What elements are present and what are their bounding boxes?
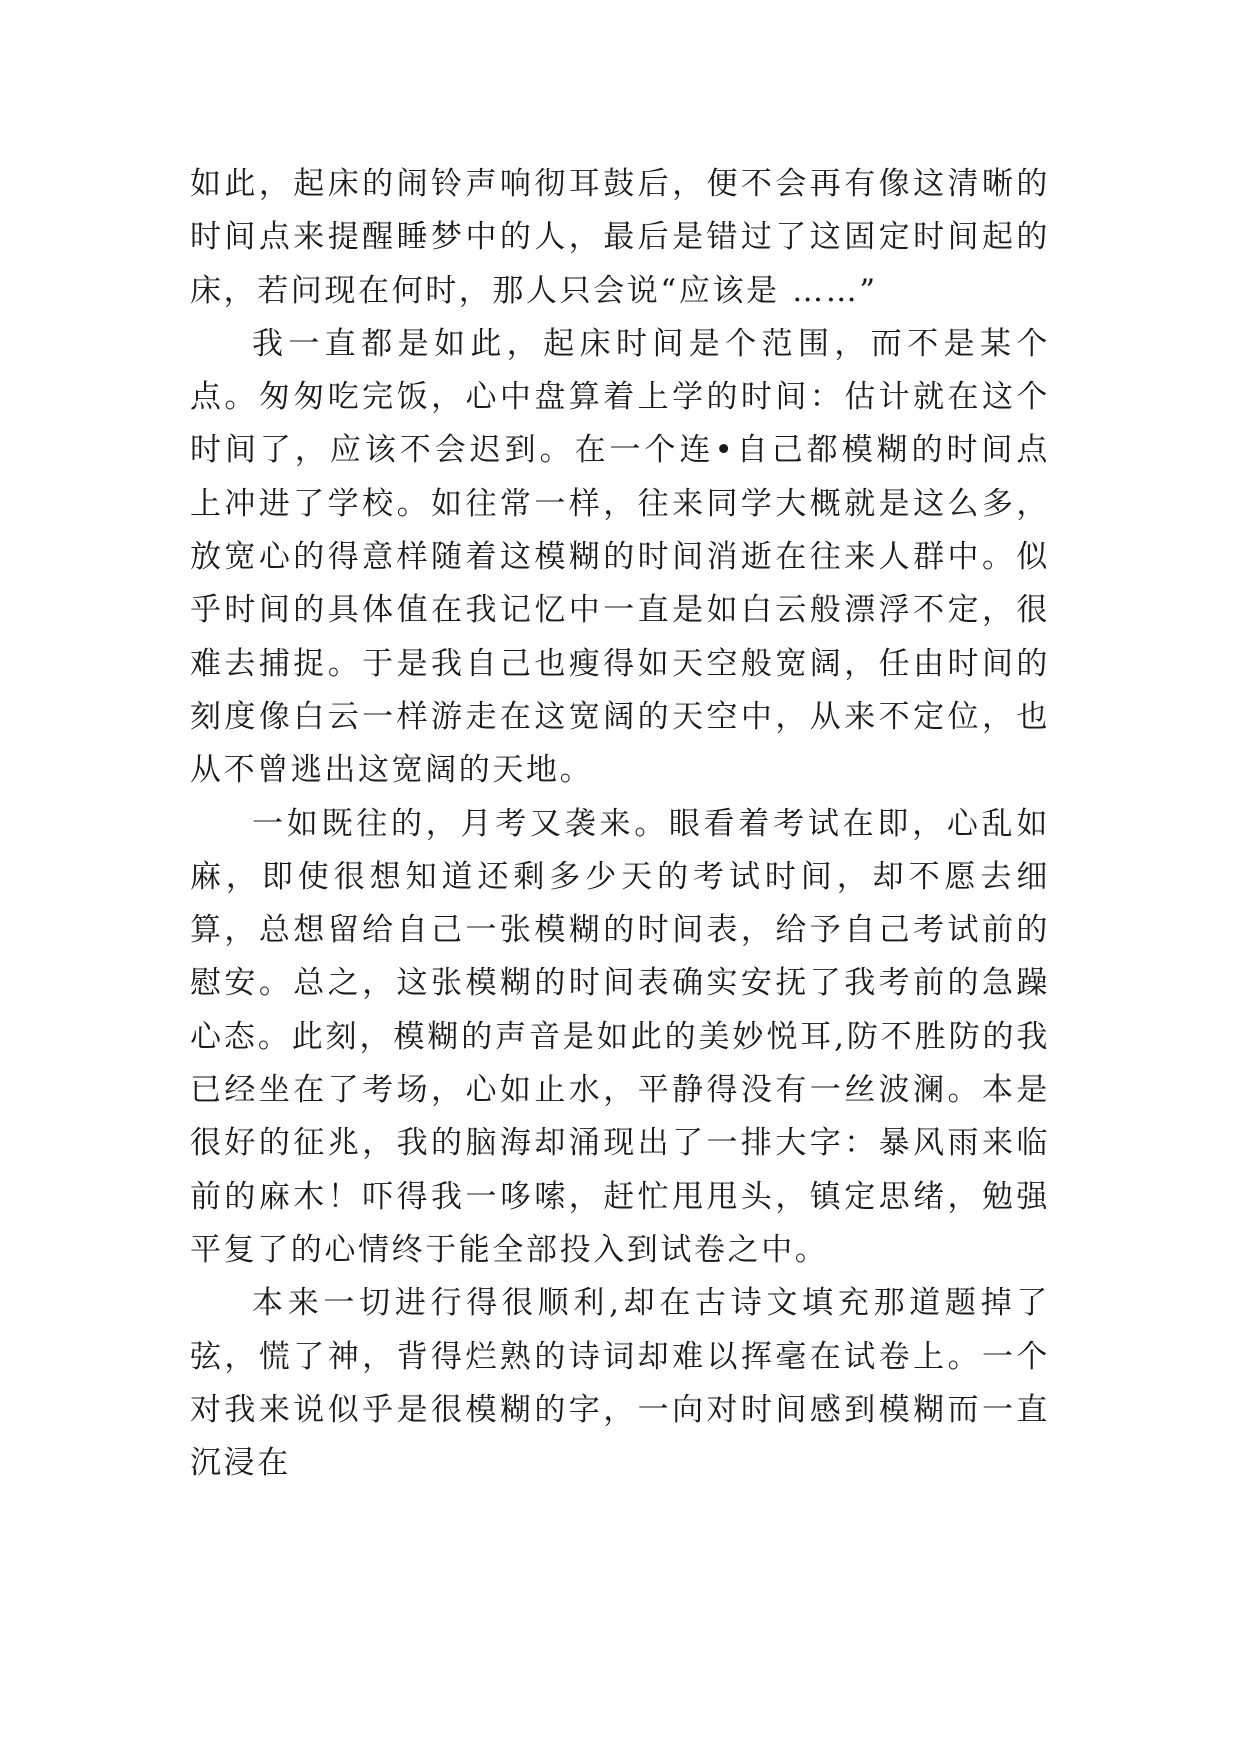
paragraph-4: 本来一切进行得很顺利,却在古诗文填充那道题掉了弦，慌了神，背得烂熟的诗词却难以挥毫在试卷上。一个对我来说似乎是很模糊的字，一向对时间感到模糊而一直沉浸在: [190, 1285, 1050, 1482]
paragraph-3: 一如既往的，月考又袭来。眼看着考试在即，心乱如麻，即使很想知道还剩多少天的考试时间，却不愿去细算，总想留给自己一张模糊的时间表，给予自己考试前的慰安。总之，这张模糊的时间表确实安抚了我考前的急躁心态。此刻，模糊的声音是如此的美妙悦耳,防不胜防的我已经坐在了考场，心如止水，平静得没有一丝波澜。本是很好的征兆，我的脑海却涌现出了一排大字：暴风雨来临前的麻木！吓得我一哆嗦，赶忙甩甩头，镇定思绪，勉强平复了的心情终于能全部投入到试卷之中。: [190, 805, 1050, 1268]
paragraph-1: 如此，起床的闹铃声响彻耳鼓后，便不会再有像这清晰的时间点来提醒睡梦中的人，最后是错过了这固定时间起的床，若问现在何时，那人只会说“应该是 ……”: [190, 166, 1050, 309]
paragraph-2: 我一直都是如此，起床时间是个范围，而不是某个点。匆匆吃完饭，心中盘算着上学的时间：估计就在这个时间了，应该不会迟到。在一个连•自己都模糊的时间点上冲进了学校。如往常一样，往来同学大概就是这么多，放宽心的得意样随着这模糊的时间消逝在往来人群中。似乎时间的具体值在我记忆中一直是如白云般漂浮不定，很难去捕捉。于是我自己也瘦得如天空般宽阔，任由时间的刻度像白云一样游走在这宽阔的天空中，从来不定位，也从不曾逃出这宽阔的天地。: [190, 325, 1050, 789]
document-body: [190, 158, 1050, 1490]
